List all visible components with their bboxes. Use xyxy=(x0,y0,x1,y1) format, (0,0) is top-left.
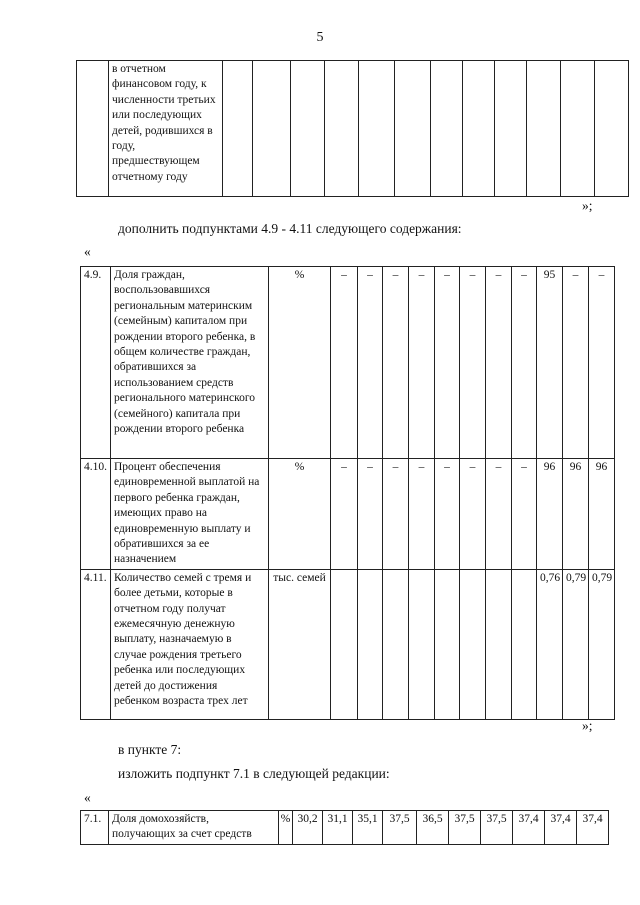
page-number: 5 xyxy=(316,30,324,45)
value-cell: – xyxy=(358,459,383,570)
value-cell: – xyxy=(331,267,358,459)
close-quote-2: »; xyxy=(582,718,593,733)
instruction-in-item-7: в пункте 7: xyxy=(118,742,182,757)
value-cell: – xyxy=(383,459,409,570)
value-cell: 37,5 xyxy=(449,811,481,845)
row-name: Доля домохозяйств, получающих за счет средств xyxy=(109,811,279,845)
value-cell xyxy=(409,569,435,719)
value-cell: – xyxy=(435,459,460,570)
value-cell: – xyxy=(409,267,435,459)
value-cell: 0,79 xyxy=(563,569,589,719)
value-cell: – xyxy=(563,267,589,459)
value-cell xyxy=(460,569,486,719)
value-cell: – xyxy=(409,459,435,570)
value-cell: 96 xyxy=(537,459,563,570)
value-cell: 0,79 xyxy=(589,569,615,719)
instruction-add-subitems: дополнить подпунктами 4.9 - 4.11 следующего содержания: xyxy=(118,221,462,236)
row-number: 4.9. xyxy=(81,267,111,459)
row-unit: тыс. семей xyxy=(269,569,331,719)
value-cell: 31,1 xyxy=(323,811,353,845)
value-cell: – xyxy=(512,267,537,459)
value-cell: 36,5 xyxy=(417,811,449,845)
indicator-text: в отчетном финансовом году, к численности третьих или последующих детей, родившихся в году, предшествующем отчетному году xyxy=(109,61,223,197)
value-cell xyxy=(512,569,537,719)
value-cell xyxy=(383,569,409,719)
value-cell: 30,2 xyxy=(293,811,323,845)
row-unit: % xyxy=(279,811,293,845)
table-row xyxy=(81,459,615,570)
open-quote-2: « xyxy=(84,790,91,805)
table-continuation xyxy=(76,60,629,197)
value-cell: – xyxy=(460,459,486,570)
value-cell: – xyxy=(486,459,512,570)
row-name: Количество семей с тремя и более детьми, которые в отчетном году получат ежемесячную денежную выплату, назначаемую в случае рождения третьего ребенка или последующих детей до достижения ребенком возраста трех лет xyxy=(111,569,269,719)
row-number: 4.11. xyxy=(81,569,111,719)
value-cell xyxy=(435,569,460,719)
value-cell xyxy=(358,569,383,719)
indicators-table xyxy=(80,266,615,720)
value-cell: 37,5 xyxy=(481,811,513,845)
value-cell: – xyxy=(358,267,383,459)
row-unit: % xyxy=(269,267,331,459)
instruction-restate-7-1: изложить подпункт 7.1 в следующей редакции: xyxy=(118,766,390,781)
value-cell: 35,1 xyxy=(353,811,383,845)
row-name: Доля граждан, воспользовавшихся региональным материнским (семейным) капиталом при рождении второго ребенка, в общем количестве граждан, обратившихся за использованием средств регионального материнского (семейного) капитала при рождении второго ребенка xyxy=(111,267,269,459)
value-cell: 96 xyxy=(589,459,615,570)
row-number: 7.1. xyxy=(81,811,109,845)
value-cell: 37,4 xyxy=(545,811,577,845)
table-row xyxy=(81,267,615,459)
table-row xyxy=(77,61,629,197)
value-cell: 96 xyxy=(563,459,589,570)
value-cell xyxy=(486,569,512,719)
value-cell: – xyxy=(486,267,512,459)
row-name: Процент обеспечения единовременной выплатой на первого ребенка граждан, имеющих право на единовременную выплату и обратившихся за ее назначением xyxy=(111,459,269,570)
value-cell: – xyxy=(589,267,615,459)
value-cell: 95 xyxy=(537,267,563,459)
value-cell: 37,4 xyxy=(513,811,545,845)
value-cell xyxy=(331,569,358,719)
table-row xyxy=(81,569,615,719)
value-cell: 37,4 xyxy=(577,811,609,845)
table-row xyxy=(81,811,609,845)
value-cell: – xyxy=(512,459,537,570)
row-unit: % xyxy=(269,459,331,570)
open-quote-1: « xyxy=(84,244,91,259)
close-quote-1: »; xyxy=(582,198,593,213)
value-cell: – xyxy=(383,267,409,459)
indicator-7-1-table xyxy=(80,810,609,845)
value-cell: 0,76 xyxy=(537,569,563,719)
value-cell: 37,5 xyxy=(383,811,417,845)
value-cell: – xyxy=(460,267,486,459)
value-cell: – xyxy=(435,267,460,459)
row-number: 4.10. xyxy=(81,459,111,570)
value-cell: – xyxy=(331,459,358,570)
